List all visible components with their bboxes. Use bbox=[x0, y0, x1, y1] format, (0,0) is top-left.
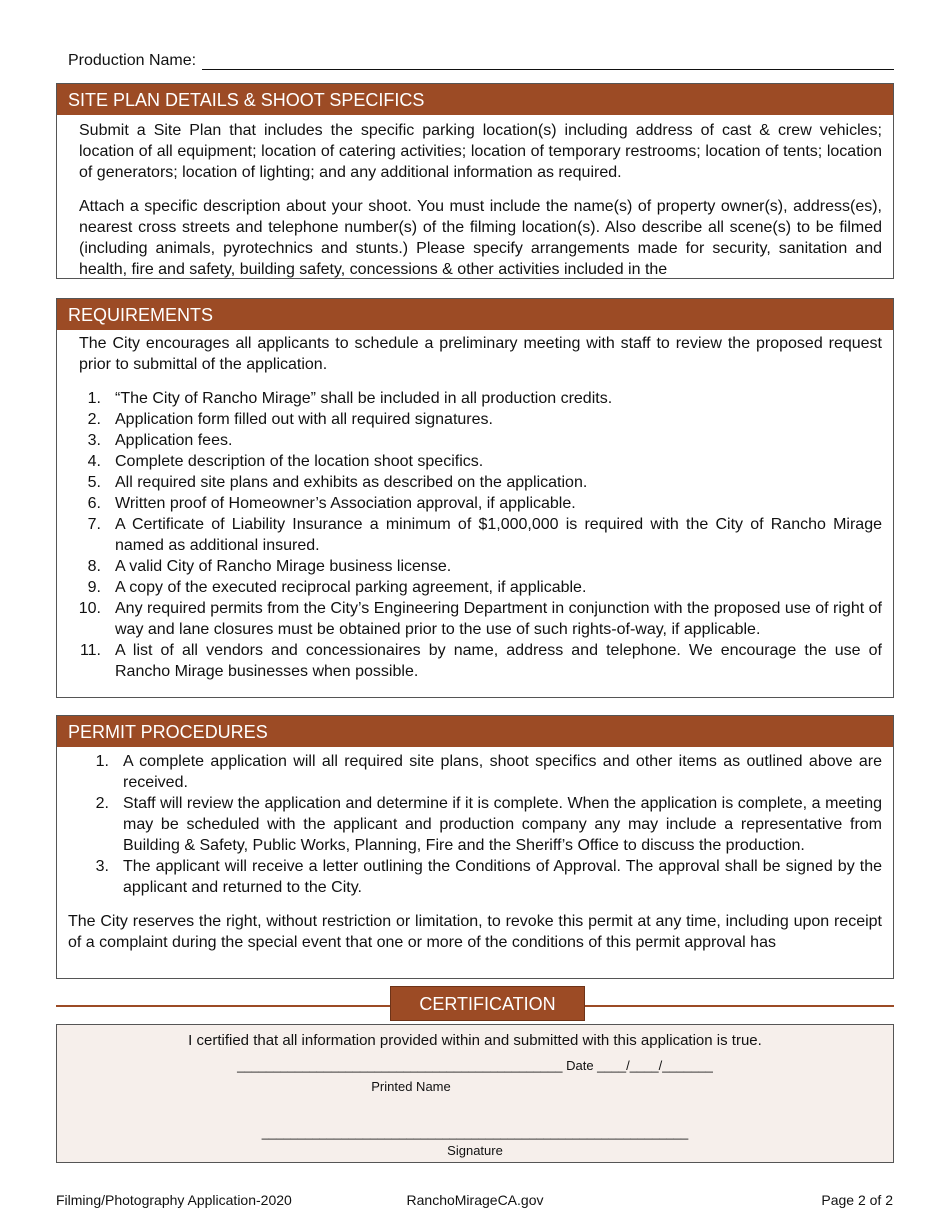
requirement-item-text: A copy of the executed reciprocal parking agreement, if applicable. bbox=[115, 579, 587, 596]
requirement-item-text: All required site plans and exhibits as described on the application. bbox=[115, 474, 588, 491]
production-name-field[interactable] bbox=[68, 50, 894, 70]
requirement-item bbox=[65, 598, 882, 640]
permit-procedure-item-text: A complete application will all required site plans, shoot specifics and other items as outlined above are received. bbox=[123, 753, 882, 791]
requirement-item-text: Application fees. bbox=[115, 432, 233, 449]
certification-rule-left bbox=[56, 1005, 390, 1007]
permit-procedures-list bbox=[73, 751, 882, 898]
requirements-header: REQUIREMENTS bbox=[57, 299, 893, 330]
production-name-label: Production Name: bbox=[68, 52, 197, 69]
signature-line[interactable]: ___________________________________________________________ bbox=[261, 1125, 689, 1140]
requirements-list bbox=[65, 388, 882, 682]
site-plan-header: SITE PLAN DETAILS & SHOOT SPECIFICS bbox=[57, 84, 893, 115]
production-name-underline[interactable] bbox=[202, 52, 894, 70]
requirement-item bbox=[65, 388, 882, 409]
requirement-item bbox=[65, 472, 882, 493]
requirement-item-text: Application form filled out with all required signatures. bbox=[115, 411, 493, 428]
requirement-item bbox=[65, 577, 882, 598]
requirement-item bbox=[65, 430, 882, 451]
requirement-item-text: “The City of Rancho Mirage” shall be included in all production credits. bbox=[115, 390, 613, 407]
site-plan-paragraph-1: Submit a Site Plan that includes the specific parking location(s) including address of cast & crew vehicles; location of all equipment; location of catering activities; location of temporary restrooms; location of tents; location of generators; location of lighting; and any additional information as required. bbox=[79, 122, 882, 181]
requirement-item-text: Written proof of Homeowner’s Association approval, if applicable. bbox=[115, 495, 576, 512]
permit-procedure-item-number: 1. bbox=[95, 753, 109, 770]
requirement-item-number: 8. bbox=[87, 558, 101, 575]
site-plan-paragraph-2: Attach a specific description about your shoot. You must include the name(s) of property owner(s), address(es), nearest cross streets and telephone number(s) of the filming location(s). Also describe all scene(s) to be filmed (including animals, pyrotechnics and stunts.) Please specify arrangements made for security, sanitation and health, fire and safety, building safety, concessions & other activities included in the bbox=[79, 198, 882, 278]
requirement-item-text: A Certificate of Liability Insurance a minimum of $1,000,000 is required with the City of Rancho Mirage named as additional insured. bbox=[115, 516, 882, 554]
requirement-item-number: 6. bbox=[87, 495, 101, 512]
requirement-item-number: 5. bbox=[87, 474, 101, 491]
footer-left: Filming/Photography Application-2020 bbox=[56, 1192, 292, 1208]
requirement-item-text: Complete description of the location shoot specifics. bbox=[115, 453, 484, 470]
signature-label: Signature bbox=[447, 1143, 503, 1158]
printed-name-date-line[interactable]: _____________________________________________ Date ____/____/_______ bbox=[237, 1058, 713, 1073]
certification-header: CERTIFICATION bbox=[390, 986, 585, 1021]
requirement-item bbox=[65, 409, 882, 430]
footer-center: RanchoMirageCA.gov bbox=[406, 1192, 544, 1208]
requirement-item-text: A list of all vendors and concessionaires by name, address and telephone. We encourage the use of Rancho Mirage businesses when possible. bbox=[115, 642, 882, 680]
requirement-item-text: A valid City of Rancho Mirage business license. bbox=[115, 558, 452, 575]
requirement-item-number: 11. bbox=[79, 642, 101, 659]
requirement-item bbox=[65, 640, 882, 682]
requirement-item-text: Any required permits from the City’s Engineering Department in conjunction with the proposed use of right of way and lane closures must be obtained prior to the use of such rights-of-way, if applicable. bbox=[115, 600, 882, 638]
permit-procedure-item-number: 2. bbox=[95, 795, 109, 812]
permit-procedure-item-number: 3. bbox=[95, 858, 109, 875]
requirement-item-number: 7. bbox=[87, 516, 101, 533]
certification-box bbox=[56, 1024, 894, 1163]
requirement-item-number: 3. bbox=[87, 432, 101, 449]
requirement-item-number: 10. bbox=[78, 600, 101, 617]
footer-right: Page 2 of 2 bbox=[821, 1192, 893, 1208]
permit-procedure-item bbox=[73, 856, 882, 898]
requirement-item bbox=[65, 556, 882, 577]
requirement-item-number: 9. bbox=[87, 579, 101, 596]
requirements-section bbox=[56, 298, 894, 698]
requirement-item-number: 1. bbox=[87, 390, 101, 407]
requirement-item bbox=[65, 451, 882, 472]
requirement-item bbox=[65, 493, 882, 514]
requirement-item bbox=[65, 514, 882, 556]
requirement-item-number: 2. bbox=[87, 411, 101, 428]
permit-closing-text: The City reserves the right, without restriction or limitation, to revoke this permit at any time, including upon receipt of a complaint during the special event that one or more of the conditions of this permit approval has bbox=[68, 913, 882, 951]
permit-procedure-item-text: Staff will review the application and determine if it is complete. When the application is complete, a meeting may be scheduled with the applicant and production company any may include a representative from Building & Safety, Public Works, Planning, Fire and the Sheriff’s Office to discuss the production. bbox=[123, 795, 882, 854]
site-plan-section bbox=[56, 83, 894, 279]
certification-statement: I certified that all information provided within and submitted with this application is true. bbox=[188, 1032, 762, 1049]
permit-procedure-item bbox=[73, 793, 882, 856]
permit-procedures-section bbox=[56, 715, 894, 979]
permit-procedure-item-text: The applicant will receive a letter outlining the Conditions of Approval. The approval shall be signed by the applicant and returned to the City. bbox=[123, 858, 882, 896]
permit-procedure-item bbox=[73, 751, 882, 793]
printed-name-label: Printed Name bbox=[371, 1079, 451, 1094]
certification-rule-right bbox=[585, 1005, 894, 1007]
requirement-item-number: 4. bbox=[87, 453, 101, 470]
permit-procedures-header: PERMIT PROCEDURES bbox=[57, 716, 893, 747]
requirements-intro: The City encourages all applicants to schedule a preliminary meeting with staff to review the proposed request prior to submittal of the application. bbox=[79, 335, 882, 373]
